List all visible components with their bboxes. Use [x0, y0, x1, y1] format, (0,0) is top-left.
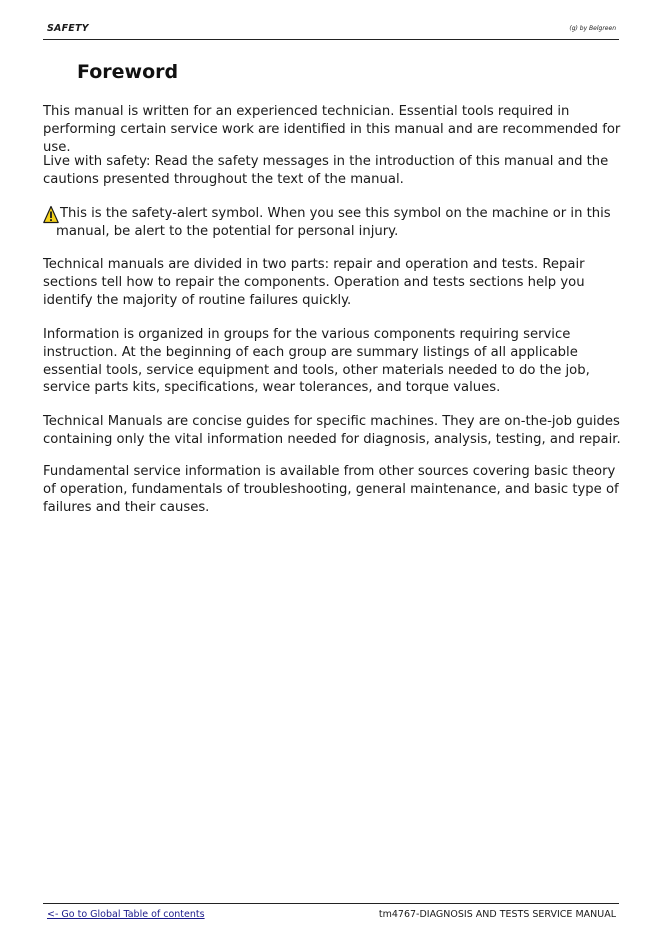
paragraph-manual-parts: Technical manuals are divided in two parts: repair and operation and tests. Repair sections tell how to repair the components. Operation and tests sections help you identify the majority of routine failures quickly. — [43, 257, 585, 308]
paragraph-guides: Technical Manuals are concise guides for specific machines. They are on-the-job guides containing only the vital information needed for diagnosis, analysis, testing, and repair. — [43, 414, 621, 447]
header-credit: (g) by Belgreen — [569, 25, 616, 32]
paragraph-organization: Information is organized in groups for the various components requiring service instruction. At the beginning of each group are summary listings of all applicable essential tools, service equipment and tools, other materials needed to do the job, service parts kits, specifications, wear tolerances, and torque values. — [43, 327, 590, 396]
footer-document-title: tm4767-DIAGNOSIS AND TESTS SERVICE MANUAL — [378, 909, 616, 920]
header-section-label: SAFETY — [47, 23, 89, 34]
paragraph-intro: This manual is written for an experienced technician. Essential tools required in performing certain service work are identified in this manual and are recommended for use. — [43, 104, 621, 155]
global-toc-link[interactable]: <- Go to Global Table of contents — [47, 909, 205, 920]
header-divider — [43, 39, 619, 40]
page-title: Foreword — [77, 61, 179, 83]
footer-divider — [43, 903, 619, 904]
safety-alert-note — [43, 205, 621, 241]
paragraph-safety: Live with safety: Read the safety messages in the introduction of this manual and the cautions presented throughout the text of the manual. — [43, 154, 609, 187]
paragraph-fundamentals: Fundamental service information is available from other sources covering basic theory of operation, fundamentals of troubleshooting, general maintenance, and basic type of failures and their causes. — [43, 464, 619, 515]
alert-symbol-text: This is the safety-alert symbol. When you see this symbol on the machine or in this manual, be alert to the potential for personal injury. — [56, 206, 611, 239]
paragraph-alert-symbol — [43, 205, 621, 241]
warning-triangle-icon — [43, 205, 59, 224]
